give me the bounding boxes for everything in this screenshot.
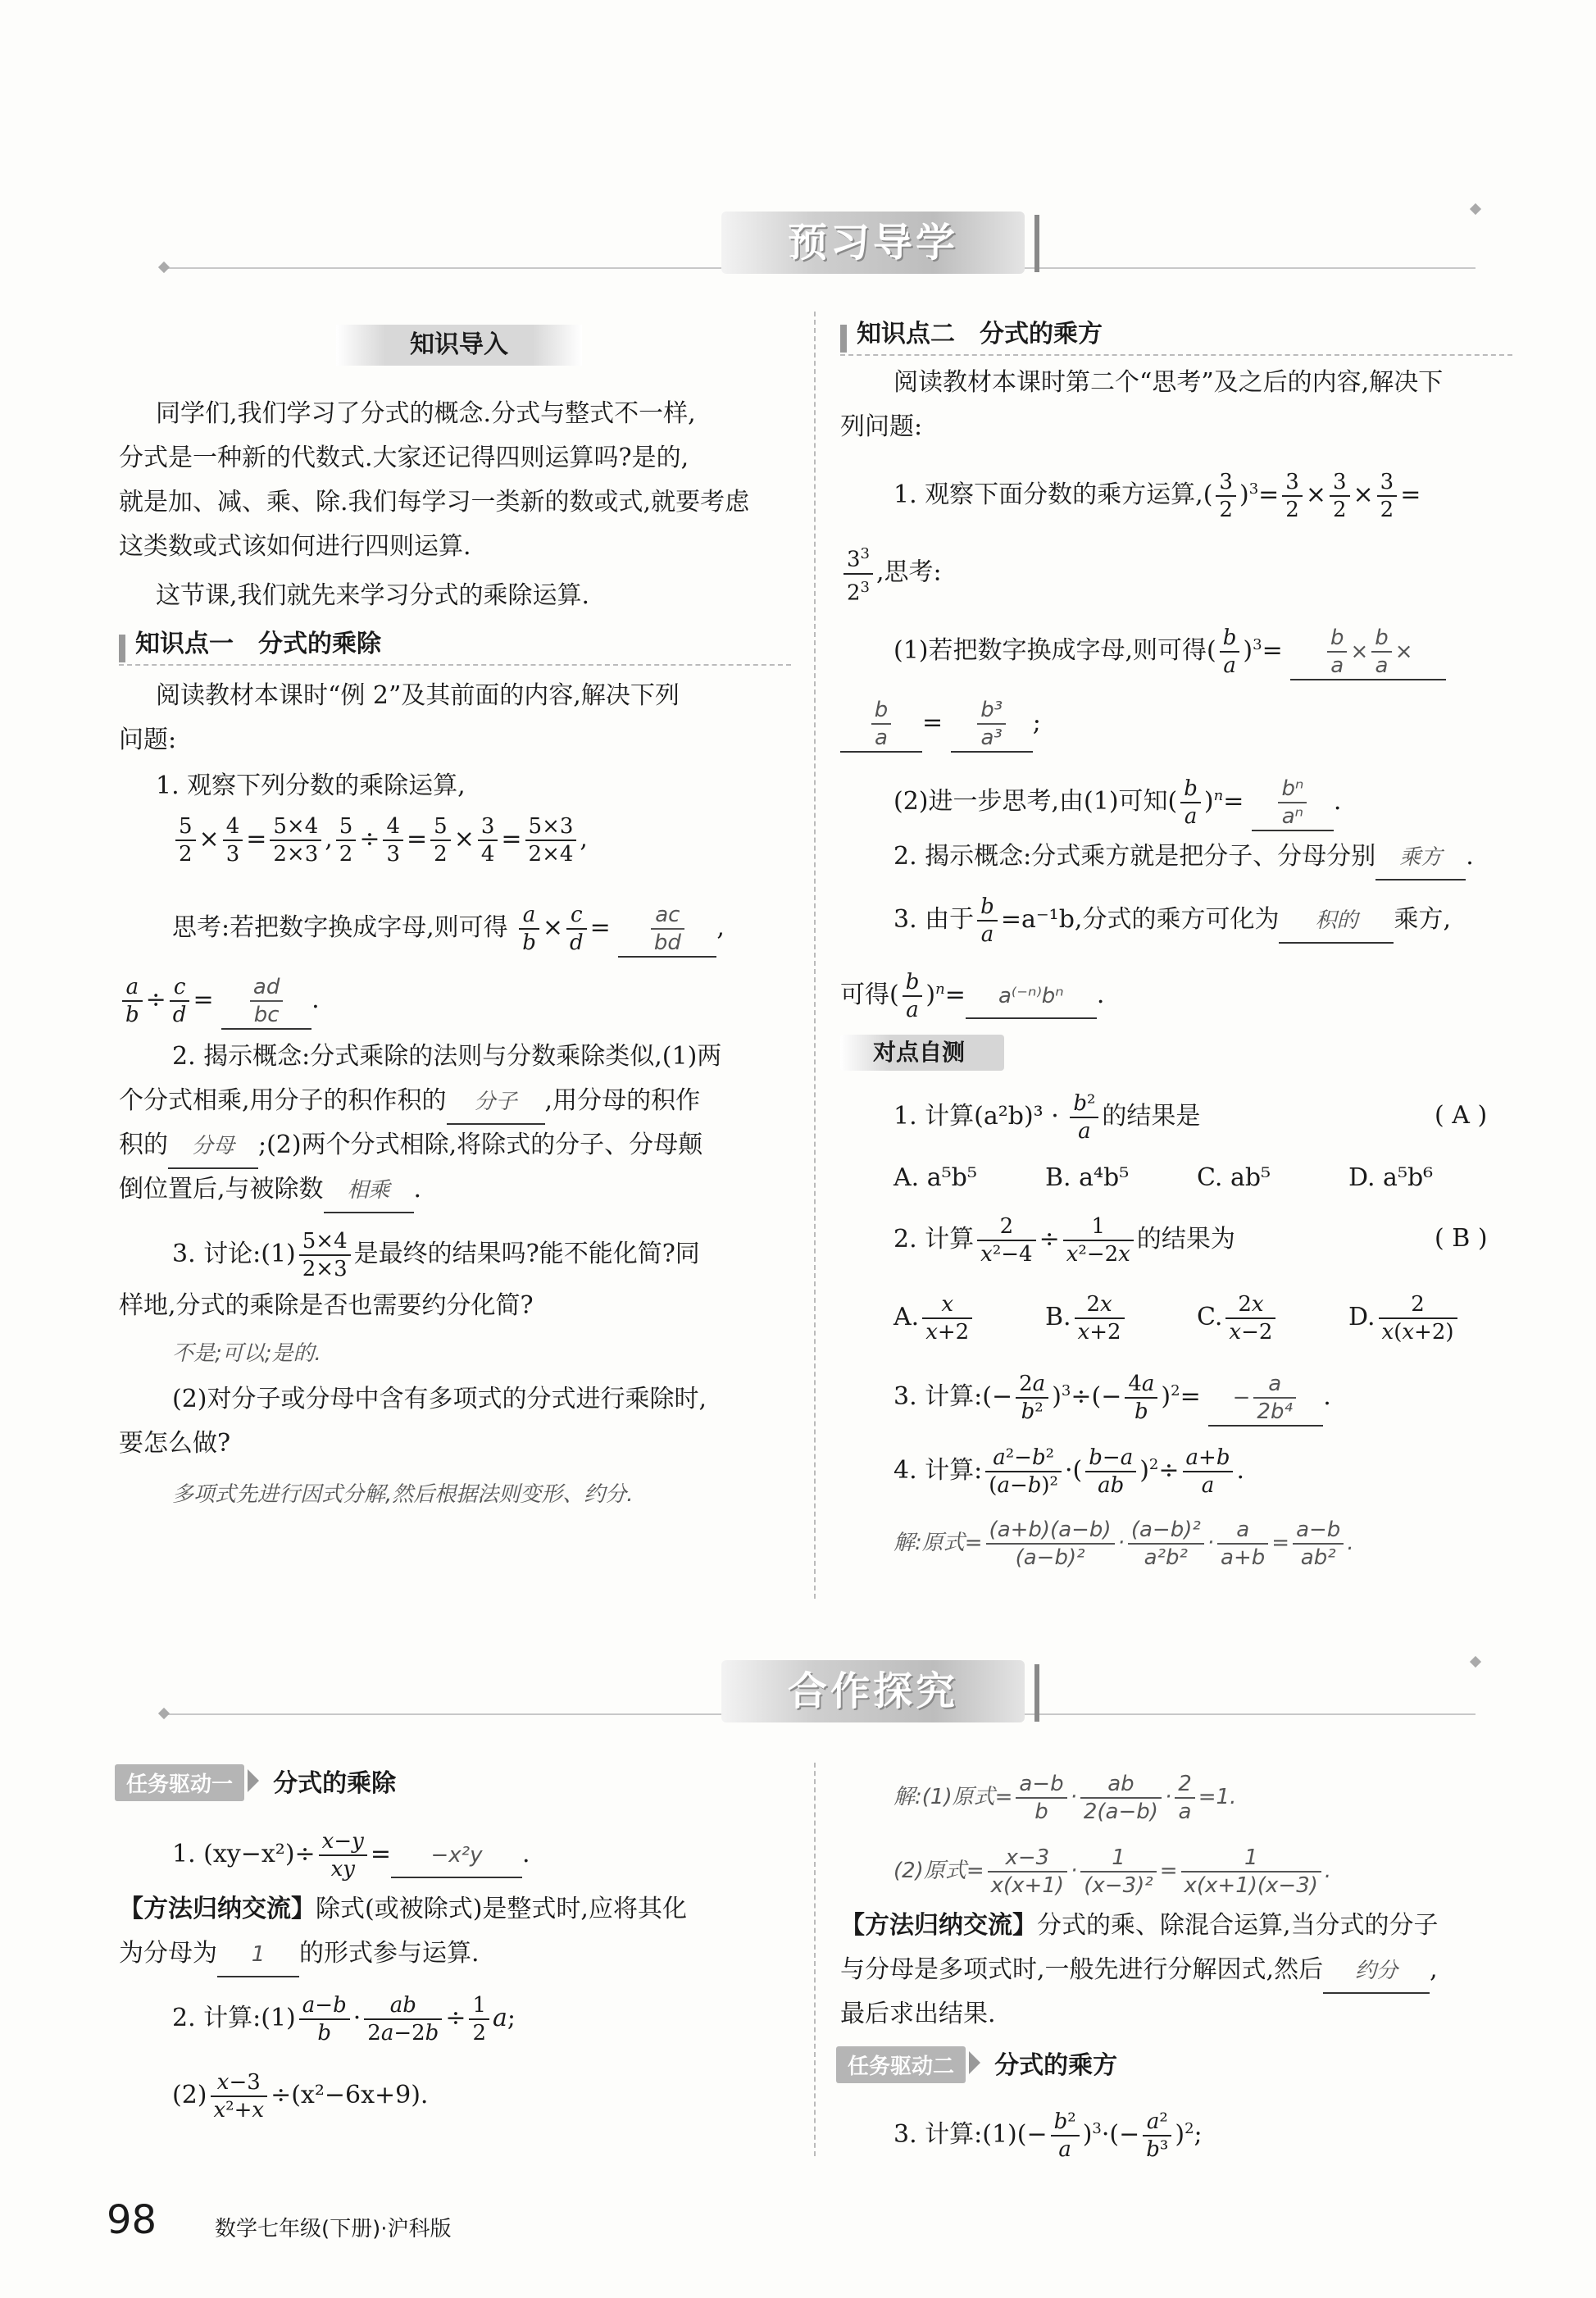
option-a: A. a⁵b⁵ — [893, 1163, 977, 1192]
q2-text: . — [413, 1175, 422, 1204]
kp2-q1: 1. 观察下面分数的乘方运算,( $\frac{3}{2}$ )$^3$= $\frac{3}{2}$ × $\frac{3}{2}$ × $\frac{3}{2}$ = — [893, 470, 1421, 522]
section-banner-preview: 预习导学 — [721, 212, 1025, 274]
kp1-title: 知识点一 分式的乘除 — [135, 630, 381, 658]
kp1-q3-line: 样地,分式的乘除是否也需要约分化简? — [119, 1291, 534, 1320]
banner-bar — [1034, 215, 1039, 272]
method1-tag: 【方法归纳交流】 — [119, 1895, 316, 1923]
test-title: 对点自测 — [873, 1039, 966, 1066]
task1-label: 任务驱动一 — [115, 1764, 244, 1801]
answer-multiply: 相乘 — [347, 1178, 390, 1203]
kp2-q3-text: 乘方, — [1394, 905, 1451, 934]
method2-line — [840, 1904, 1439, 1948]
kp1-q3-answer2: 多项式先进行因式分解,然后根据法则变形、约分. — [172, 1482, 634, 1507]
kp2-q3b-text: 可得 — [840, 981, 889, 1009]
kp2-header — [840, 313, 1512, 356]
method1-text: 除式(或被除式)是整式时,应将其化 — [316, 1895, 687, 1923]
kp2-q1-1: (1)若把数字换成字母,则可得( $\frac{b}{a}$ )$^3$= $\frac{b}{a}$ × $\frac{b}{a}$ × — [893, 623, 1446, 680]
rule-dot — [158, 1708, 170, 1719]
kp2-think: ,思考: — [876, 557, 942, 587]
q3-text: 3. 讨论:(1) — [172, 1240, 296, 1268]
kp2-q1-text: 1. 观察下面分数的乘方运算, — [893, 480, 1203, 509]
kp2-q3-cont: 可得( $\frac{b}{a}$ )$^n$= a⁽⁻ⁿ⁾bⁿ . — [840, 970, 1105, 1022]
task2-title: 分式的乘方 — [994, 2051, 1118, 2080]
intro-title-bg — [336, 325, 582, 366]
kp1-q2: 2. 揭示概念:分式乘除的法则与分数乘除类似,(1)两 — [172, 1042, 722, 1071]
kp1-answer-blank2 — [221, 974, 311, 1030]
kp1-q2-line — [119, 1123, 703, 1169]
kp1-q2-line — [119, 1079, 700, 1125]
q2-text: ,用分母的积作 — [544, 1086, 701, 1115]
method2-line: 最后求出结果. — [840, 2000, 996, 2028]
t4-text: 4. 计算: — [893, 1456, 983, 1485]
option-b: B. a⁴b⁵ — [1045, 1163, 1130, 1192]
kp1-think-text: 思考:若把数字换成字母,则可得 — [172, 913, 508, 942]
task1-title: 分式的乘除 — [273, 1769, 397, 1798]
solution-2: (2)原式= $\frac{x-3}{x(x+1)}$ · $\frac{1}{\text{(x−3)²}}$ = $\frac{1}{x(x+1)(x-3)}$ . — [893, 1845, 1332, 1898]
intro-title: 知识导入 — [410, 330, 508, 359]
method1-answer: 1 — [251, 1942, 266, 1967]
rule-dot — [1470, 1656, 1481, 1668]
test-q4-solution: 解:原式= $\frac{(a+b)(a-b)}{\text{(a−b)²}}$ · $\frac{\text{(a−b)²}}{\text{a²b²}}$ · $\frac{a}{a+b}$ = $\frac{a-b}{\text{ab²}}$ . — [893, 1518, 1354, 1570]
q3-text: 是最终的结果吗?能不能化简?同 — [353, 1240, 700, 1268]
test-q1: 1. 计算(a²b)³ · $\frac{\text{b²}}{a}$ 的结果是 — [893, 1091, 1201, 1144]
q2-text: 个分式相乘,用分子的积作积的 — [119, 1086, 447, 1115]
method2-answer: 约分 — [1355, 1959, 1398, 1983]
t2-text: 2. 计算 — [893, 1225, 975, 1254]
kp1-q2-line — [119, 1167, 421, 1213]
kp2-q3-text: =a⁻¹b,分式的乘方可化为 — [1000, 905, 1280, 934]
rule-dot — [1470, 203, 1481, 215]
kp1-q3: 3. 讨论:(1) $\frac{5\times 4}{2\times 3}$ 是最终的结果吗?能不能化简?同 — [172, 1229, 700, 1281]
method2-tag: 【方法归纳交流】 — [840, 1911, 1037, 1940]
method1-text: 的形式参与运算. — [299, 1939, 480, 1968]
kp1-header — [119, 623, 791, 666]
intro-line: 同学们,我们学习了分式的概念.分式与整式不一样, — [156, 399, 696, 428]
intro-line: 分式是一种新的代数式.大家还记得四则运算吗?是的, — [119, 444, 689, 472]
b3-text: 3. 计算:(1) — [893, 2120, 1017, 2149]
bottom-q2-2: (2) $\frac{x-3}{\text{x²+x}}$ ÷(x²−6x+9). — [172, 2070, 429, 2123]
kp2-q1-1-text: (1)若把数字换成字母,则可得 — [893, 636, 1207, 665]
kp2-q2: 2. 揭示概念:分式乘方就是把分子、分母分别 乘方 . — [893, 835, 1474, 881]
q2-text: 倒位置后,与被除数 — [119, 1175, 324, 1204]
test-q2-options: A. $\frac{x}{x+2}$ B. $\frac{2x}{x+2}$ C. $\frac{2x}{x-2}$ D. $\frac{2}{x(x+2)}$ — [893, 1291, 1512, 1345]
task1-header — [115, 1763, 396, 1801]
kp1-division: $\frac{a}{b}$ ÷ $\frac{c}{d}$ = $\frac{ad}{bc}$ . — [119, 974, 320, 1030]
test-q1-options — [893, 1156, 1516, 1200]
answer-numerator: 分子 — [474, 1090, 517, 1114]
kp1-q1: 1. 观察下列分数的乘除运算, — [156, 771, 466, 800]
method2-text: 与分母是多项式时,一般先进行分解因式,然后 — [840, 1955, 1324, 1984]
b2b-text: ÷(x²−6x+9). — [271, 2081, 429, 2109]
method2-text: 分式的乘、除混合运算,当分式的分子 — [1037, 1911, 1439, 1940]
q2-text: ;(2)两个分式相除,将除式的分子、分母颠 — [258, 1131, 703, 1159]
kp1-think: 思考:若把数字换成字母,则可得 $\frac{a}{b}$ × $\frac{c}{d}$ = $\frac{ac}{bd}$ , — [172, 902, 725, 958]
sol1-label: 解:(1)原式= — [893, 1785, 1013, 1809]
test-q3: 3. 计算:(− $\frac{2a}{\text{b²}}$ )$^3$÷(− $\frac{4a}{b}$ )$^2$= − $\frac{a}{\text{2b⁴}}$ . — [893, 1369, 1331, 1427]
bottom-q2-1: 2. 计算:(1) $\frac{a-b}{b}$ · $\frac{ab}{2a-2b}$ ÷ $\frac{1}{2}$ a; — [172, 1993, 516, 2045]
kp1-example-formula: $\frac{5}{2}$ × $\frac{4}{3}$ = $\frac{5\times 4}{2\times 3}$ , $\frac{5}{2}$ ÷ $\frac{4}{3}$ = $\frac{5}{2}$ × $\frac{3}{4}$ = $\frac{5\times 3}{2\times 4}$ , — [172, 813, 588, 867]
b1-text: 1. (xy−x²)÷ — [172, 1840, 316, 1868]
ans-bc: bc — [253, 1003, 280, 1027]
method2-line: 与分母是多项式时,一般先进行分解因式,然后 约分 , — [840, 1948, 1438, 1994]
column-divider-bottom — [814, 1763, 816, 2156]
ans-ac: ac — [651, 902, 684, 930]
method1-line — [119, 1932, 480, 1977]
kp2-title: 知识点二 分式的乘方 — [857, 320, 1103, 348]
method1-text: 为分母为 — [119, 1939, 217, 1968]
test-q1-answer: ( A ) — [1435, 1101, 1488, 1130]
bottom-q1: 1. (xy−x²)÷ $\frac{x-y}{xy}$ = −x²y . — [172, 1829, 530, 1882]
answer-power-form: a⁽⁻ⁿ⁾bⁿ — [998, 984, 1064, 1008]
method1-line — [119, 1887, 687, 1932]
solution-1: 解:(1)原式= $\frac{a-b}{b}$ · $\frac{ab}{2(a-b)}$ · $\frac{2}{a}$ =1. — [893, 1772, 1237, 1824]
book-title: 数学七年级(下册)·沪科版 — [215, 2217, 452, 2241]
test-q2-answer: ( B ) — [1435, 1224, 1488, 1253]
t4-solution-label: 解:原式= — [893, 1531, 983, 1555]
t3-text: 3. 计算: — [893, 1382, 983, 1411]
column-divider — [814, 312, 816, 1599]
kp2-line: 列问题: — [840, 412, 923, 441]
kp2-q1-1-cont: $\frac{b}{a}$ = $\frac{\text{b³}}{\text{a³}}$ ; — [840, 697, 1041, 753]
kp1-q3-answer: 不是;可以;是的. — [172, 1341, 321, 1366]
section-banner-explore: 合作探究 — [721, 1660, 1025, 1722]
q2-text: 积的 — [119, 1131, 168, 1159]
b2-text: 2. 计算:(1) — [172, 2004, 296, 2032]
kp1-line: 问题: — [119, 726, 177, 754]
test-q4: 4. 计算: $\frac{\text{a²−b²}}{\text{(a−b)²}}$ ·( $\frac{b-a}{ab}$ )$^2$÷ $\frac{a+b}{a}$ . — [893, 1445, 1245, 1498]
b1-answer: −x²y — [430, 1843, 483, 1868]
kp2-q1-cont: $\frac{3^3}{2^3}$ ,思考: — [840, 541, 942, 606]
kp1-q3-line: (2)对分子或分母中含有多项式的分式进行乘除时, — [172, 1385, 707, 1413]
page-number: 98 — [107, 2197, 157, 2243]
t2-text: 的结果为 — [1136, 1225, 1235, 1254]
t1-text: 的结果是 — [1102, 1102, 1201, 1131]
test-q2: 2. 计算 $\frac{2}{\text{x²−4}}$ ÷ $\frac{1}{\text{x²−2x}}$ 的结果为 — [893, 1214, 1235, 1267]
kp1-q3-line: 要怎么做? — [119, 1429, 231, 1458]
intro-line: 这类数或式该如何进行四则运算. — [119, 532, 471, 561]
task2-label: 任务驱动二 — [836, 2046, 966, 2083]
kp2-q3: 3. 由于 $\frac{b}{a}$ =a⁻¹b,分式的乘方可化为 积的 乘方, — [893, 894, 1451, 947]
kp2-line: 阅读教材本课时第二个“思考”及之后的内容,解决下 — [893, 368, 1444, 397]
kp2-q2-text: 2. 揭示概念:分式乘方就是把分子、分母分别 — [893, 842, 1376, 871]
t1-text: 1. 计算(a²b)³ · — [893, 1102, 1067, 1131]
answer-product: 积的 — [1315, 908, 1358, 933]
option-d: D. a⁵b⁶ — [1348, 1163, 1434, 1192]
banner-bar — [1034, 1664, 1039, 1722]
sol2-label: (2)原式= — [893, 1859, 984, 1883]
kp1-answer-blank — [618, 902, 716, 958]
kp2-q1-2-text: (2)进一步思考,由(1)可知 — [893, 787, 1168, 816]
intro-line: 这节课,我们就先来学习分式的乘除运算. — [156, 581, 590, 610]
intro-line: 就是加、减、乘、除.我们每学习一类新的数或式,就要考虑 — [119, 488, 750, 516]
answer-denominator: 分母 — [191, 1134, 234, 1158]
rule-dot — [158, 262, 170, 273]
answer-power: 乘方 — [1399, 845, 1443, 870]
kp2-q3-text: 3. 由于 — [893, 905, 975, 934]
test-title-bg — [840, 1035, 1004, 1071]
option-c: C. ab⁵ — [1197, 1163, 1271, 1192]
b2b-text: (2) — [172, 2081, 207, 2109]
ans-ad: ad — [250, 974, 283, 1002]
kp2-q1-2: (2)进一步思考,由(1)可知( $\frac{b}{a}$ )$^n$= $\frac{\text{bⁿ}}{\text{aⁿ}}$ . — [893, 774, 1341, 831]
ans-bd: bd — [653, 931, 681, 955]
task2-header — [836, 2045, 1117, 2083]
bottom-q3: 3. 计算:(1)(− $\frac{\text{b²}}{a}$ )$^3$·(− $\frac{\text{a²}}{\text{b³}}$ )$^2$; — [893, 2109, 1203, 2162]
kp1-line: 阅读教材本课时“例 2”及其前面的内容,解决下列 — [156, 681, 680, 710]
